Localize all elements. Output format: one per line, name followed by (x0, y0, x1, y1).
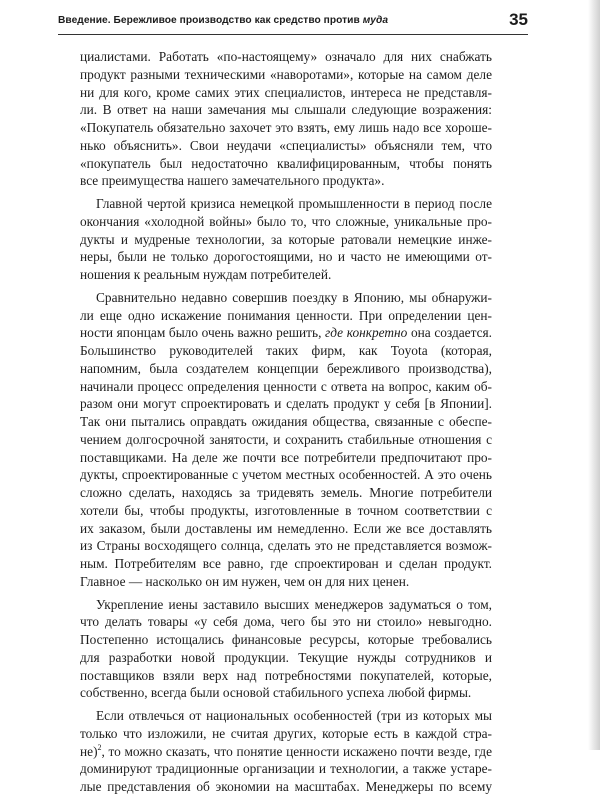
text-line: окончания «холодной войны» было то, что сложные, уникальные про- (80, 213, 492, 229)
text-line: чением долгосрочной занятости, и сохранить стабильные отношения с (80, 431, 492, 447)
text-line: только что изложили, не считая других, которые есть в каждой стра- (80, 725, 492, 741)
text-line: продукт разными техническими «наворотами», которые на самом деле (80, 66, 492, 82)
text-line: нько объяснить». Свои неудачи «специалисты» объясняли тем, что (80, 137, 492, 153)
text-line: ности японцам было очень важно решить, где конкретно она создается. (80, 325, 492, 341)
text-line: все преимущества нашего замечательного продукта». (80, 173, 385, 189)
text-line: что делать товары «у себя дома, чего бы это ни стоило» невыгодно. (80, 614, 492, 630)
text-line: ным. Потребителям все равно, где спроектирован и сделан продукт. (80, 556, 492, 571)
text-line: Так они пытались оправдать ожидания общества, связанные с обеспе- (80, 414, 492, 429)
footnote-marker: 2 (97, 742, 102, 752)
text-line: доминируют традиционные организации и технологии, а также устаре- (80, 761, 492, 777)
text-line: разом они могут спроектировать и сделать продукт у себя [в Японии]. (80, 396, 492, 412)
paragraph (80, 195, 492, 284)
text-line: Большинство руководителей таких фирм, как Toyota (которая, (80, 343, 492, 358)
chapter-title: Введение. Бережливое производство как средство против муда (58, 15, 389, 26)
text-line: напомним, была создателем концепции бережливого производства), (80, 360, 492, 376)
text-line: Главной чертой кризиса немецкой промышленности в период после (96, 196, 492, 211)
emphasis-text: где конкретно (325, 325, 408, 341)
page-number: 35 (509, 10, 528, 29)
text-line: дукты и мудреные технологии, за которые ратовали немецкие инже- (80, 231, 492, 247)
text-line: из Страны восходящего солнца, сделать это не представляется возмож- (80, 538, 492, 554)
paragraph (80, 596, 492, 703)
text-line: циалистами. Работать «по-настоящему» означало для них снабжать (80, 49, 492, 64)
text-line: их заказом, были доставлены им немедленно. Если же все доставлять (80, 520, 492, 536)
text-line: Если отвлечься от национальных особенностей (три из которых мы (96, 708, 492, 723)
text-line: поставщиков взяли верх над потребностями покупателей, которые, (80, 667, 492, 683)
text-line: Главное — насколько он им нужен, чем он для них ценен. (80, 573, 410, 589)
chapter-title-emphasis: муда (362, 15, 389, 26)
text-line: начинали процесс определения ценности с ответа на вопрос, каким об- (80, 378, 492, 394)
text-line: для разработки новой продукции. Текущие нужды сотрудников и (80, 649, 492, 665)
paragraph (80, 289, 492, 591)
text-line: «покупатель был недостаточно квалифицированным, чтобы понять (80, 155, 492, 171)
text-line: собственно, всегда были основой стабильного успеха любой фирмы. (80, 685, 472, 701)
text-line: «Покупатель обязательно захочет это взять, ему лишь надо все хороше- (80, 120, 492, 135)
text-line: неры, были не только дорогостоящими, но и часто не имеющими от- (80, 249, 492, 265)
page-edge-shadow (588, 0, 600, 750)
text-line: поставщиками. На деле же почти все потребители предпочитают про- (80, 449, 492, 465)
paragraph (80, 707, 492, 796)
text-line: ни для кого, кроме самих этих специалистов, интереса не представля- (80, 84, 492, 100)
text-line: сложно сделать, находясь за тридевять земель. Многие потребители (80, 485, 492, 500)
text-line: ли еще одно искажение понимания ценности. При определении цен- (80, 307, 492, 323)
text-line: Постепенно истощались финансовые ресурсы, которые требовались (80, 632, 492, 647)
text-line: Укрепление иены заставило высших менеджеров задуматься о том, (96, 596, 492, 612)
running-header (58, 12, 528, 35)
text-line: Сравнительно недавно совершив поездку в Японию, мы обнаружи- (96, 289, 492, 305)
body-text (80, 48, 492, 796)
text-line: дукты, спроектированные с учетом местных особенностей. А это очень (80, 467, 492, 483)
paragraph (80, 48, 492, 190)
text-line: хотели бы, чтобы продукты, изготовленные в точном соответствии с (80, 502, 492, 518)
text-line: лые представления об экономии на масштабах. Менеджеры по всему (80, 779, 492, 794)
text-line: не)$^2$, то можно сказать, что понятие ценности искажено почти везде, где (80, 742, 492, 759)
text-line: ношения к реальным нуждам потребителей. (80, 267, 332, 282)
text-line: ли. В ответ на наши замечания мы слышали следующие возражения: (80, 102, 492, 118)
